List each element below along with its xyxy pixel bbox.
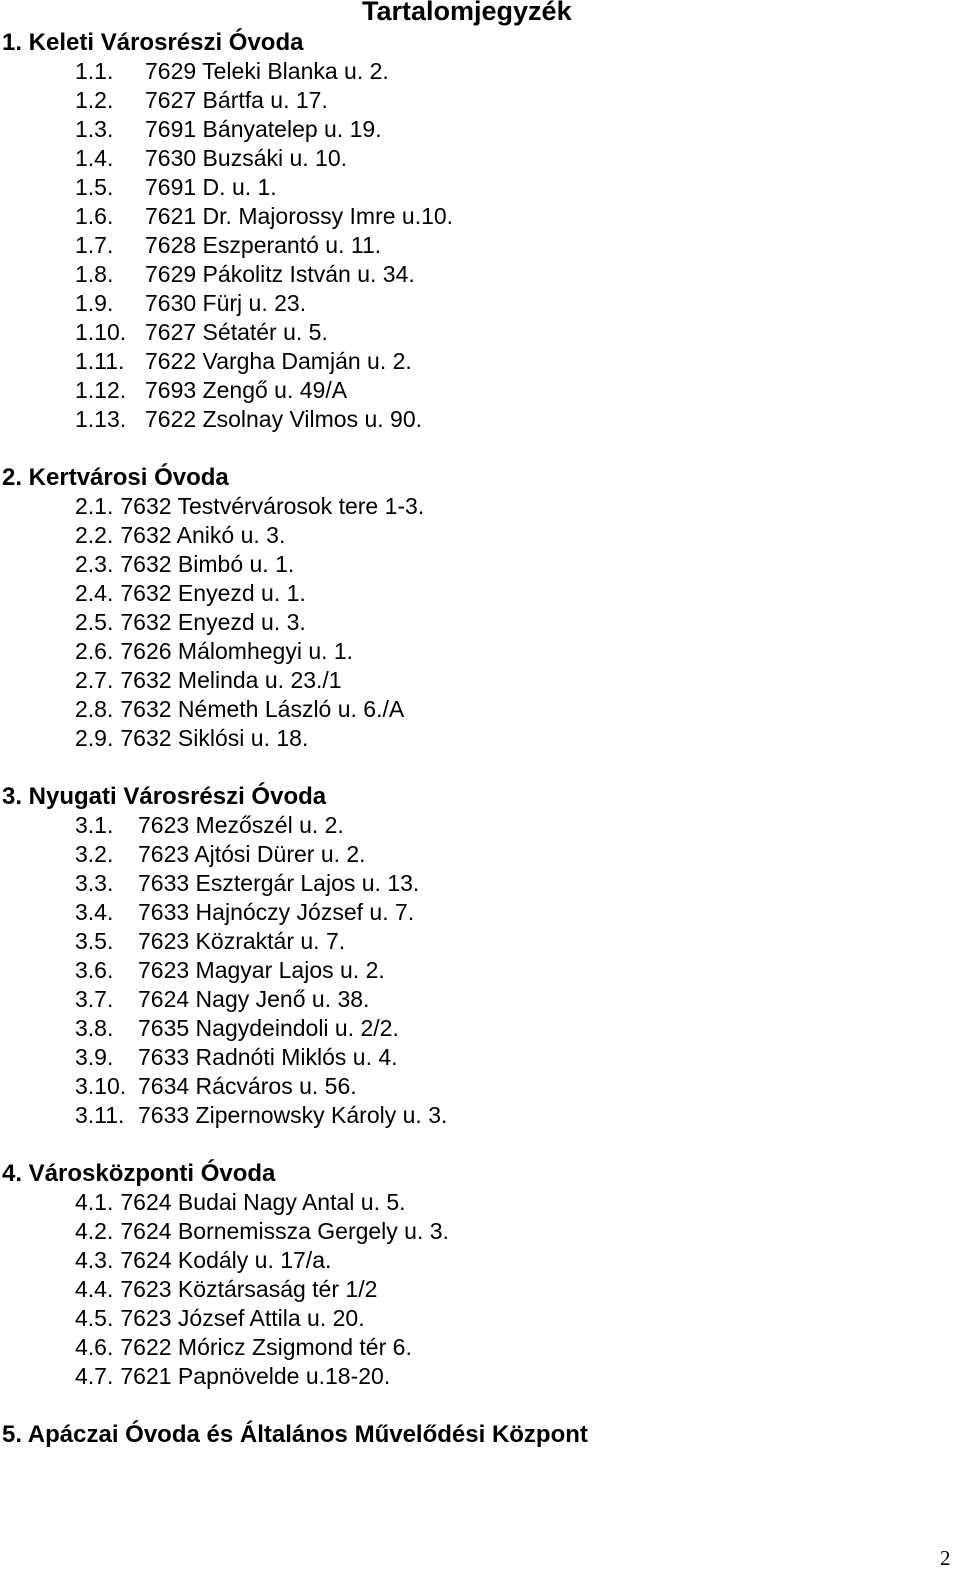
toc-section [0, 463, 960, 753]
entry-number: 1.11. [75, 348, 125, 374]
entry-number: 3.8. [75, 1015, 114, 1041]
toc-entry [0, 492, 960, 521]
entry-address: 7633 Hajnóczy József u. 7. [138, 899, 415, 925]
toc-entry [0, 898, 960, 927]
entry-address: 7633 Esztergár Lajos u. 13. [138, 870, 420, 896]
entry-address: 7634 Rácváros u. 56. [138, 1073, 357, 1099]
toc-entry [0, 1246, 960, 1275]
entry-address: 7623 Mezőszél u. 2. [138, 812, 344, 838]
entry-address: 7632 Bimbó u. 1. [120, 551, 295, 577]
entry-address: 7623 Köztársaság tér 1/2 [120, 1276, 378, 1302]
table-of-contents [0, 28, 960, 1478]
entry-number: 3.4. [75, 899, 114, 925]
entry-number: 3.2. [75, 841, 114, 867]
entry-number: 1.10. [75, 319, 127, 345]
entry-number: 1.5. [75, 174, 114, 200]
entry-number: 1.2. [75, 87, 114, 113]
entry-number: 4.6. [75, 1334, 114, 1360]
toc-entry [0, 1304, 960, 1333]
toc-entry [0, 1072, 960, 1101]
toc-entry [0, 86, 960, 115]
entry-number: 2.8. [75, 696, 114, 722]
section-title: 4. Városközponti Óvoda [2, 1160, 276, 1187]
entry-number: 2.3. [75, 551, 114, 577]
toc-entry [0, 289, 960, 318]
toc-entry [0, 347, 960, 376]
entry-number: 3.9. [75, 1044, 114, 1070]
toc-section [0, 782, 960, 1130]
toc-entry [0, 666, 960, 695]
toc-entry [0, 57, 960, 86]
entry-address: 7633 Radnóti Miklós u. 4. [138, 1044, 398, 1070]
entry-number: 4.7. [75, 1363, 114, 1389]
toc-entry [0, 405, 960, 434]
entry-address: 7630 Buzsáki u. 10. [145, 145, 348, 171]
entry-number: 3.10. [75, 1073, 127, 1099]
entry-address: 7627 Bártfa u. 17. [145, 87, 328, 113]
toc-entry [0, 985, 960, 1014]
entry-address: 7635 Nagydeindoli u. 2/2. [138, 1015, 399, 1041]
entry-address: 7623 Magyar Lajos u. 2. [138, 957, 385, 983]
entry-number: 2.1. [75, 493, 114, 519]
entry-address: 7691 D. u. 1. [145, 174, 277, 200]
toc-entry [0, 1043, 960, 1072]
entry-number: 3.7. [75, 986, 114, 1012]
entry-number: 1.4. [75, 145, 114, 171]
entry-address: 7630 Fürj u. 23. [145, 290, 307, 316]
entry-address: 7632 Németh László u. 6./A [120, 696, 405, 722]
entry-address: 7693 Zengő u. 49/A [145, 377, 348, 403]
toc-entry [0, 550, 960, 579]
entry-number: 3.11. [75, 1102, 125, 1128]
entry-number: 2.4. [75, 580, 114, 606]
toc-entry [0, 956, 960, 985]
entry-address: 7632 Enyezd u. 3. [120, 609, 306, 635]
page-title: Tartalomjegyzék [362, 0, 572, 26]
entry-address: 7629 Teleki Blanka u. 2. [145, 58, 389, 84]
entry-address: 7627 Sétatér u. 5. [145, 319, 328, 345]
entry-number: 3.1. [75, 812, 114, 838]
entry-number: 1.3. [75, 116, 114, 142]
entry-number: 1.1. [75, 58, 114, 84]
toc-entry [0, 115, 960, 144]
toc-entry [0, 869, 960, 898]
toc-section [0, 28, 960, 434]
toc-entry [0, 840, 960, 869]
toc-entry [0, 724, 960, 753]
entry-number: 1.7. [75, 232, 114, 258]
toc-section [0, 1420, 960, 1449]
entry-address: 7623 Ajtósi Dürer u. 2. [138, 841, 366, 867]
entry-address: 7632 Siklósi u. 18. [120, 725, 309, 751]
toc-entry [0, 1217, 960, 1246]
entry-address: 7628 Eszperantó u. 11. [145, 232, 382, 258]
toc-section [0, 1159, 960, 1391]
entry-number: 2.9. [75, 725, 114, 751]
entry-number: 1.9. [75, 290, 114, 316]
entry-number: 2.5. [75, 609, 114, 635]
entry-number: 1.12. [75, 377, 127, 403]
toc-entry [0, 811, 960, 840]
entry-address: 7624 Kodály u. 17/a. [120, 1247, 332, 1273]
toc-entry [0, 260, 960, 289]
section-title: 3. Nyugati Városrészi Óvoda [2, 783, 327, 810]
entry-number: 3.6. [75, 957, 114, 983]
entry-number: 1.8. [75, 261, 114, 287]
entry-address: 7624 Budai Nagy Antal u. 5. [120, 1189, 406, 1215]
entry-address: 7691 Bányatelep u. 19. [145, 116, 382, 142]
entry-address: 7632 Testvérvárosok tere 1-3. [120, 493, 425, 519]
toc-entry [0, 927, 960, 956]
toc-entry [0, 1362, 960, 1391]
toc-entry [0, 1275, 960, 1304]
toc-entry [0, 1101, 960, 1130]
toc-entry [0, 1188, 960, 1217]
entry-address: 7632 Melinda u. 23./1 [120, 667, 342, 693]
entry-address: 7623 József Attila u. 20. [120, 1305, 365, 1331]
entry-address: 7629 Pákolitz István u. 34. [145, 261, 415, 287]
toc-entry [0, 173, 960, 202]
toc-entry [0, 1014, 960, 1043]
entry-number: 3.5. [75, 928, 114, 954]
entry-number: 1.13. [75, 406, 127, 432]
entry-number: 4.4. [75, 1276, 114, 1302]
entry-number: 4.3. [75, 1247, 114, 1273]
entry-address: 7622 Vargha Damján u. 2. [145, 348, 412, 374]
toc-entry [0, 318, 960, 347]
entry-number: 2.2. [75, 522, 114, 548]
entry-address: 7622 Móricz Zsigmond tér 6. [120, 1334, 412, 1360]
entry-address: 7633 Zipernowsky Károly u. 3. [138, 1102, 448, 1128]
entry-number: 3.3. [75, 870, 114, 896]
entry-address: 7624 Nagy Jenő u. 38. [138, 986, 370, 1012]
toc-entry [0, 637, 960, 666]
entry-address: 7624 Bornemissza Gergely u. 3. [120, 1218, 449, 1244]
entry-address: 7623 Közraktár u. 7. [138, 928, 346, 954]
toc-entry [0, 202, 960, 231]
toc-entry [0, 376, 960, 405]
section-title: 2. Kertvárosi Óvoda [2, 464, 229, 491]
entry-address: 7632 Enyezd u. 1. [120, 580, 306, 606]
entry-address: 7621 Dr. Majorossy Imre u.10. [145, 203, 454, 229]
entry-number: 4.2. [75, 1218, 114, 1244]
entry-address: 7621 Papnövelde u.18-20. [120, 1363, 391, 1389]
entry-address: 7626 Málomhegyi u. 1. [120, 638, 354, 664]
toc-entry [0, 695, 960, 724]
toc-entry [0, 521, 960, 550]
toc-entry [0, 231, 960, 260]
entry-number: 4.5. [75, 1305, 114, 1331]
entry-number: 2.6. [75, 638, 114, 664]
section-title: 5. Apáczai Óvoda és Általános Művelődési Központ [2, 1421, 588, 1448]
entry-number: 2.7. [75, 667, 114, 693]
entry-address: 7632 Anikó u. 3. [120, 522, 286, 548]
toc-entry [0, 608, 960, 637]
entry-number: 4.1. [75, 1189, 114, 1215]
entry-address: 7622 Zsolnay Vilmos u. 90. [145, 406, 423, 432]
page-number: 2 [940, 1546, 951, 1570]
entry-number: 1.6. [75, 203, 114, 229]
section-title: 1. Keleti Városrészi Óvoda [2, 29, 304, 56]
toc-entry [0, 1333, 960, 1362]
toc-entry [0, 144, 960, 173]
toc-entry [0, 579, 960, 608]
